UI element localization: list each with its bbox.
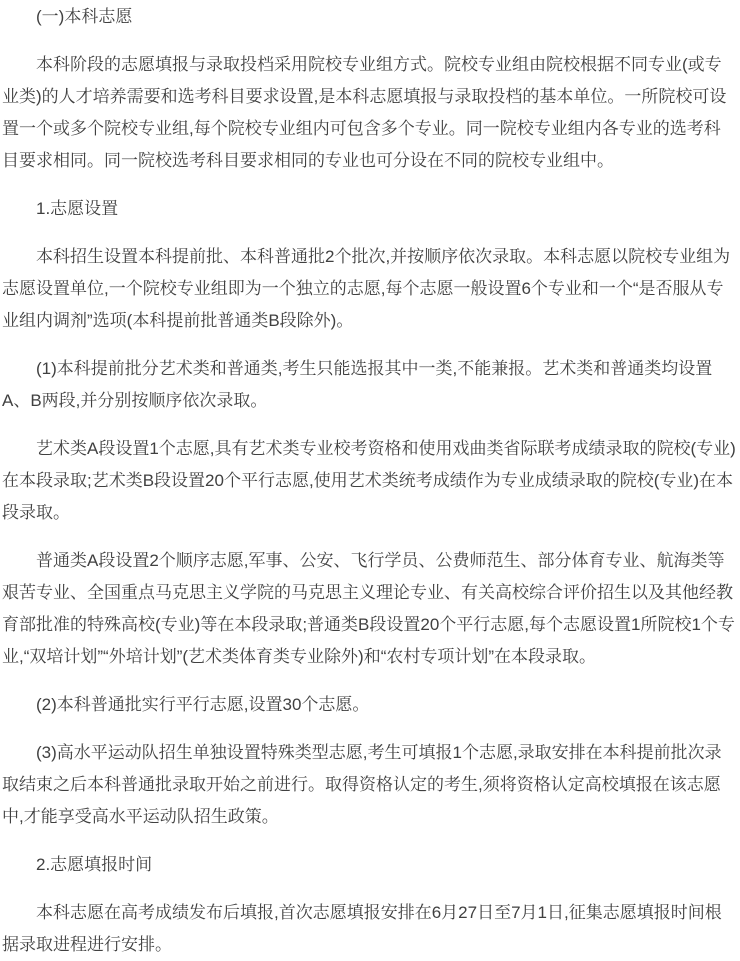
intro-paragraph: 本科阶段的志愿填报与录取投档采用院校专业组方式。院校专业组由院校根据不同专业(或专业类)的人才培养需要和选考科目要求设置,是本科志愿填报与录取投档的基本单位。一所院校可设置一个或多个院校专业组,每个院校专业组内可包含多个专业。同一院校专业组内各专业的选考科目要求相同。同一院校选考科目要求相同的专业也可分设在不同的院校专业组中。	[2, 55, 727, 170]
subsection-1-heading: 1.志愿设置	[36, 199, 119, 218]
paragraph-batch-setup: 本科招生设置本科提前批、本科普通批2个批次,并按顺序依次录取。本科志愿以院校专业组为志愿设置单位,一个院校专业组即为一个独立的志愿,每个志愿一般设置6个专业和一个“是否服从专业组内调剂”选项(本科提前批普通类B段除外)。	[2, 247, 731, 330]
paragraph-schedule: 本科志愿在高考成绩发布后填报,首次志愿填报安排在6月27日至7月1日,征集志愿填报时间根据录取进程进行安排。	[2, 903, 722, 954]
paragraph-art-segments: 艺术类A段设置1个志愿,具有艺术类专业校考资格和使用戏曲类省际联考成绩录取的院校(专业)在本段录取;艺术类B段设置20个平行志愿,使用艺术类统考成绩作为专业成绩录取的院校(专业)在本段录取。	[2, 439, 736, 522]
paragraph-general-segments: 普通类A段设置2个顺序志愿,军事、公安、飞行学员、公费师范生、部分体育专业、航海类等艰苦专业、全国重点马克思主义学院的马克思主义理论专业、有关高校综合评价招生以及其他经教育部批准的特殊高校(专业)等在本段录取;普通类B段设置20个平行志愿,每个志愿设置1所院校1个专业,“双培计划”“外培计划”(艺术类体育类专业除外)和“农村专项计划”在本段录取。	[2, 551, 735, 666]
subsection-2-heading: 2.志愿填报时间	[36, 855, 153, 874]
paragraph-item-1: (1)本科提前批分艺术类和普通类,考生只能选报其中一类,不能兼报。艺术类和普通类均设置A、B两段,并分别按顺序依次录取。	[2, 359, 713, 410]
section-title: (一)本科志愿	[36, 7, 133, 26]
paragraph-item-3: (3)高水平运动队招生单独设置特殊类型志愿,考生可填报1个志愿,录取安排在本科提前批次录取结束之后本科普通批录取开始之前进行。取得资格认定的考生,须将资格认定高校填报在该志愿中,才能享受高水平运动队招生政策。	[2, 743, 722, 826]
paragraph-item-2: (2)本科普通批实行平行志愿,设置30个志愿。	[36, 695, 370, 714]
